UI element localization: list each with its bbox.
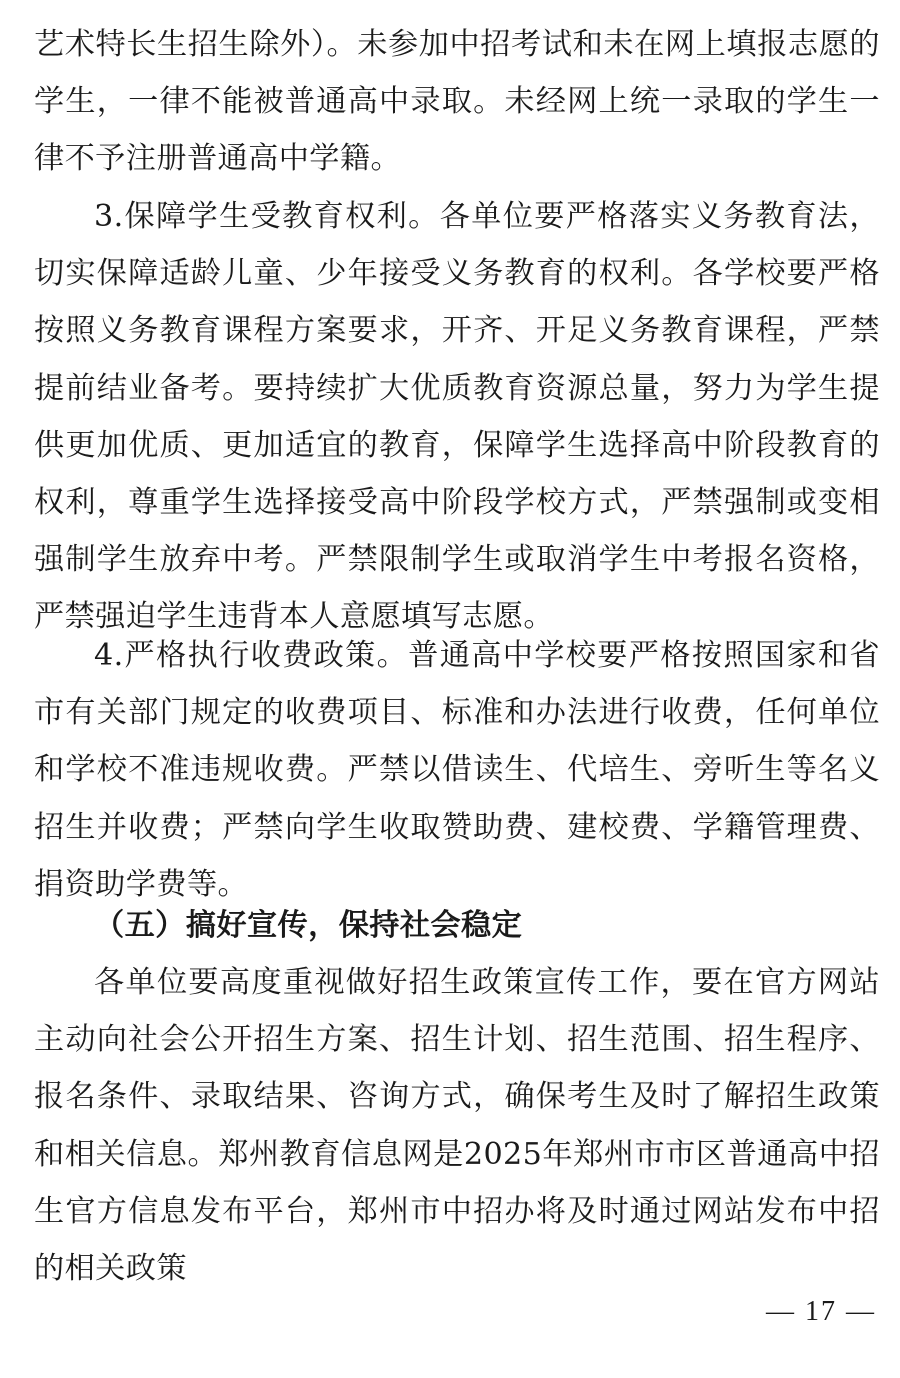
section-heading: （五）搞好宣传，保持社会稳定: [94, 908, 523, 943]
paragraph-continuation: 艺术特长生招生除外）。未参加中招考试和未在网上填报志愿的学生，一律不能被普通高中录取。未经网上统一录取的学生一律不予注册普通高中学籍。: [34, 27, 880, 177]
paragraph-item-3: 3.保障学生受教育权利。各单位要严格落实义务教育法，切实保障适龄儿童、少年接受义务教育的权利。各学校要严格按照义务教育课程方案要求，开齐、开足义务教育课程，严禁提前结业备考。要持续扩大优质教育资源总量，努力为学生提供更加优质、更加适宜的教育，保障学生选择高中阶段教育的权利，尊重学生选择接受高中阶段学校方式，严禁强制或变相强制学生放弃中考。严禁限制学生或取消学生中考报名资格，严禁强迫学生违背本人意愿填写志愿。: [34, 199, 880, 635]
paragraph-item-4: 4.严格执行收费政策。普通高中学校要严格按照国家和省市有关部门规定的收费项目、标准和办法进行收费，任何单位和学校不准违规收费。严禁以借读生、代培生、旁听生等名义招生并收费；严禁向学生收取赞助费、建校费、学籍管理费、捐资助学费等。: [34, 638, 880, 902]
page-number: — 17 —: [766, 1296, 876, 1327]
paragraph-publicity: 各单位要高度重视做好招生政策宣传工作，要在官方网站主动向社会公开招生方案、招生计划、招生范围、招生程序、报名条件、录取结果、咨询方式，确保考生及时了解招生政策和相关信息。郑州教育信息网是2025年郑州市市区普通高中招生官方信息发布平台，郑州市中招办将及时通过网站发布中招的相关政策: [34, 965, 880, 1287]
